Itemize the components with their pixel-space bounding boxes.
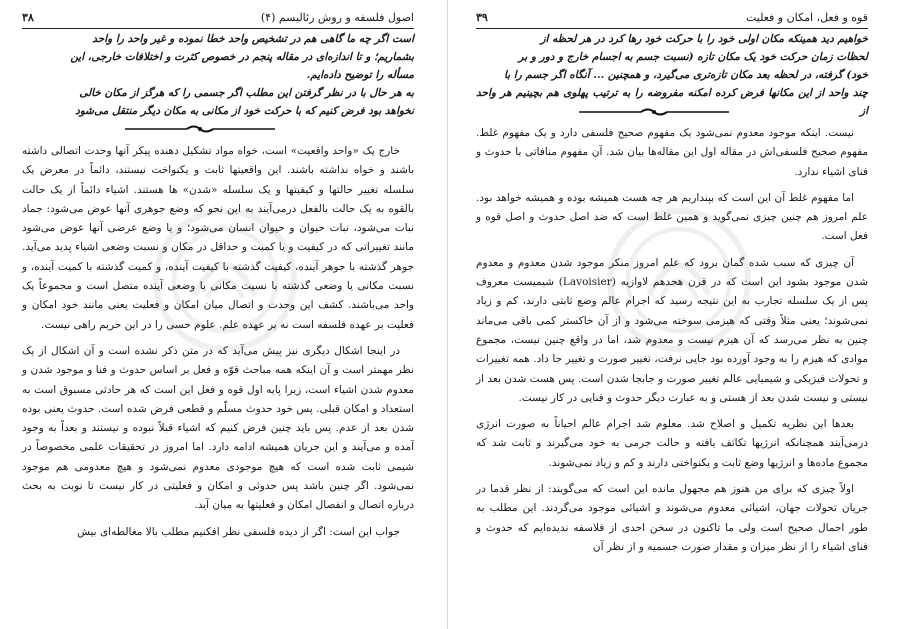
main-text xyxy=(476,124,868,564)
paragraph: آن چیزی که سبب شده گمان برود که علم امروز منکر موجود شدن معدوم و معدوم شدن موجود بشود این است که در قرن هجدهم لاوازیه (Lavoisier) شیمیست معروف پس از یک سلسله تجارب به این نتیجه رسید که اجرام عالم وضع ثابتی دارند، کم و زیاد نمی‌شوند؛ یعنی مثلاً وقتی که هیزمی سوخته می‌شود و از آن خاکستر کمی باقی می‌ماند چنین به نظر می‌رسد که آن هیزم نیست و معدوم شد، اما در واقع چنین نیست، مجموع موادی که هیزم را به وجود آورده بود جایی نرفت، تغییر صورت و تغییر جا داد. همه تغییرات و تحولات فیزیکی و شیمیایی عالم تغییر صورت و جابجا شدن است. پس هست شدن بعد از نیستی و نیست شدن بعد از هستی و به عبارت دیگر حدوث و فنایی در کار نیست. xyxy=(476,256,868,404)
page-header xyxy=(476,10,868,29)
page-header xyxy=(22,10,414,29)
note-line: خواهیم دید همینکه مکان اولی خود را با حرکت خود رها کرد در هر لحظه از xyxy=(540,33,868,45)
right-page xyxy=(454,0,894,629)
page-number: ۳۸ xyxy=(22,11,34,24)
paragraph: خارج یک «واحد واقعیت» است، خواه مواد تشکیل دهنده پیکر آنها وحدت اتصالی داشته باشند و خواه نداشته باشند. این واقعیتها ثابت و یکنواخت نیستند، دائماً در معرض یک سلسله تغییر حالتها و کیفیتها و یک سلسله «شدن» ها هستند. اشیاء دائماً از یک حالت بالقوه به یک حالت بالفعل درمی‌آیند به این نحو که وضع جوهری آنها عوض می‌شود: جماد نبات می‌شود، نبات حیوان و حیوان انسان می‌شود؛ و یا وضع عرضی آنها عوض می‌شود مانند تغییراتی که در کیفیت و یا کمیت و حداقل در مکان و نسبت وضعی اشیاء پدید می‌آید. جوهر گذشته با جوهر آینده، کیفیت گذشته با کیفیت آینده، و کمیت گذشته با کمیت آینده، و نسبت مکانی یا وضعی گذشته با نسبت مکانی یا وضعی آینده متصل است و مجموعاً یک واحد می‌باشند. کشف این وحدت و اتصال میان امکان و فعلیت یعنی مانند خود امکان و فعلیت بر عهده فلسفه است نه بر عهده علم. علوم حسی را در این حریم راهی نیست. xyxy=(22,145,414,331)
footnote-block xyxy=(22,30,414,120)
paragraph: جواب این است: اگر از دیده فلسفی نظر افکنیم مطلب بالا مغالطه‌ای بیش xyxy=(77,525,400,538)
note-line: لحظات زمان حرکت خود یک مکان تازه (نسبت جسم به اجسام خارج و دور و بر xyxy=(518,51,868,63)
page-gutter xyxy=(447,0,448,629)
paragraph: بعدها این نظریه تکمیل و اصلاح شد. معلوم شد اجرام عالم احیاناً به صورت انرژی درمی‌آیند همچنانکه انرژیها تکاثف یافته و حالت جرمی به خود می‌گیرند و ثابت شد که مجموع ماده‌ها و انرژیها وضع ثابت و یکنواختی دارند و کم و زیاد نمی‌شوند. xyxy=(476,418,868,469)
note-line: به هر حال با در نظر گرفتن این مطلب اگر جسمی را که هرگز از مکان خالی xyxy=(79,87,414,99)
note-line: نخواهد بود فرض کنیم که با حرکت خود از مکانی به مکان دیگر منتقل می‌شود xyxy=(75,105,414,117)
paragraph: نیست. اینکه موجود معدوم نمی‌شود یک مفهوم صحیح فلسفی دارد و یک مفهوم غلط. مفهوم صحیح فلسفی‌اش در مقاله اول این مقاله‌ها بیان شد. آن مفهوم منافاتی با حدوث و فنای اشیاء ندارد. xyxy=(476,127,868,178)
header-title: قوه و فعل، امکان و فعلیت xyxy=(745,11,868,24)
note-line: خود) گرفته، در لحظه بعد مکان تازه‌تری می‌گیرد، و همچنین ... آنگاه اگر جسم را با xyxy=(504,69,868,81)
note-line: چند واحد از این مکانها فرض کرده امکنه مفروضه را به ترتیب پهلوی هم بچینیم هر واحد از xyxy=(476,87,868,117)
main-text xyxy=(22,142,414,549)
paragraph: اما مفهوم غلط آن این است که بپنداریم هر چه هست همیشه بوده و همیشه خواهد بود. علم امروز هم چنین چیزی نمی‌گوید و همین غلط است که ضد اصل حدوث و اصل قوه و فعل است. xyxy=(476,191,868,243)
paragraph: در اینجا اشکال دیگری نیز پیش می‌آید که در متن ذکر نشده است و آن اشکال از یک نظر مهمتر است و آن اینکه همه مباحث قوّه و فعل بر اساس حدوث و فنا و موجود شدن و معدوم شدن اشیاء است، زیرا پایه اول قوه و فعل این است که هر حادثی مسبوق است به استعداد و امکان قبلی. پس خود حدوث مسلّم و قطعی فرض شده است. حدوث یعنی بوده شدن بعد از عدم. پس باید چنین فرض کنیم که اشیاء قبلاً نبوده و نیستند و بعداً به وجود آمده و می‌آیند و این جریان همیشه ادامه دارد. اما امروز در تحقیقات علمی مخصوصاً در شیمی ثابت شده است که هیچ موجودی معدوم نمی‌شود و هیچ معدومی هم موجود نمی‌شود. اگر چنین باشد پس حدوثی و امکان و فعلیتی در کار نیست تا نوبت به بحث درباره اتصال و انفصال امکان و فعلیتها به میان آید. xyxy=(22,344,414,512)
note-line: مسأله را توضیح داده‌ایم. xyxy=(306,69,414,81)
page-number: ۳۹ xyxy=(476,11,488,24)
header-title: اصول فلسفه و روش رئالیسم (۴) xyxy=(260,11,414,24)
note-line: است اگر چه ما گاهی هم در تشخیص واحد خطا نموده و غیر واحد را واحد xyxy=(92,33,414,45)
paragraph: اولاً چیزی که برای من هنوز هم مجهول مانده این است که می‌گویند: از نظر قدما در جریان تحولات جهان، اشیائی معدوم می‌شوند و اشیائی موجود می‌گردند. این مطلب به طور اجمال صحیح است ولی ما تاکنون در سخن احدی از فلاسفه ندیده‌ایم که حدوث و فنای اشیاء را از نظر میزان و مقدار صورت جسمیه و از نظر آن xyxy=(476,483,868,553)
section-divider-ornament xyxy=(579,107,729,117)
section-divider-ornament xyxy=(125,124,275,134)
note-line: بشماریم؛ و تا اندازه‌ای در مقاله پنجم در خصوص کثرت و اختلافات خارجی، این xyxy=(70,51,414,63)
left-page xyxy=(0,0,440,629)
